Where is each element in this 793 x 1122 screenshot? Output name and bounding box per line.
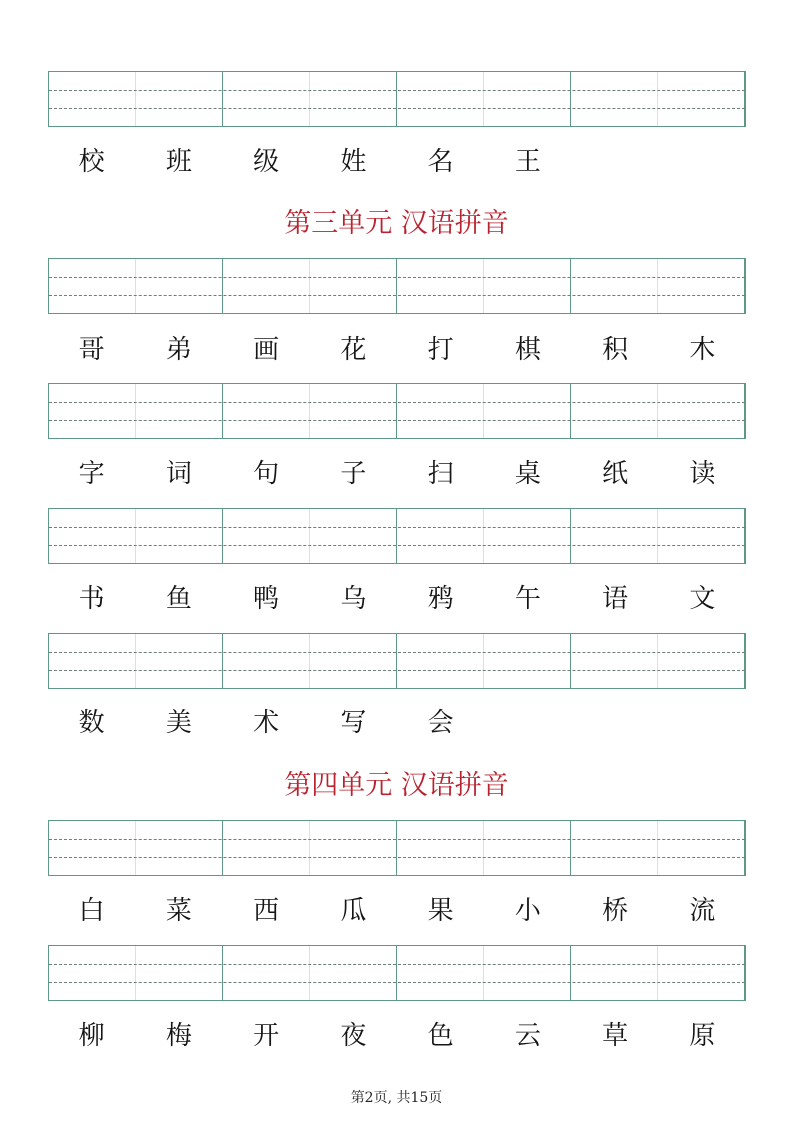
pinyin-cell[interactable] (136, 634, 223, 688)
hanzi-character: 姓 (340, 147, 367, 177)
pinyin-cell[interactable] (484, 259, 571, 313)
hanzi-character: 小 (514, 896, 541, 926)
pinyin-cell[interactable] (223, 634, 310, 688)
pinyin-cell[interactable] (310, 72, 397, 126)
pinyin-cell[interactable] (136, 821, 223, 875)
character-row (48, 1016, 746, 1056)
guide-line (49, 839, 745, 840)
pinyin-cell[interactable] (223, 946, 310, 1000)
hanzi-character: 文 (689, 584, 716, 614)
pinyin-cell[interactable] (397, 821, 484, 875)
pinyin-cell[interactable] (658, 821, 745, 875)
hanzi-character: 柳 (78, 1021, 105, 1051)
pinyin-cell[interactable] (397, 259, 484, 313)
guide-line (49, 982, 745, 983)
character-row (48, 703, 746, 743)
pinyin-cell[interactable] (49, 634, 136, 688)
pinyin-cell[interactable] (571, 384, 658, 438)
guide-line (49, 964, 745, 965)
hanzi-character: 梅 (165, 1021, 192, 1051)
hanzi-character: 鱼 (165, 584, 192, 614)
hanzi-character: 打 (427, 335, 454, 365)
pinyin-writing-grid[interactable] (48, 258, 746, 314)
pinyin-cell[interactable] (136, 946, 223, 1000)
pinyin-writing-grid[interactable] (48, 820, 746, 876)
guide-line (49, 652, 745, 653)
hanzi-character: 云 (514, 1021, 541, 1051)
pinyin-cell[interactable] (310, 384, 397, 438)
hanzi-character: 班 (165, 147, 192, 177)
pinyin-cell[interactable] (658, 259, 745, 313)
pinyin-cell[interactable] (310, 259, 397, 313)
pinyin-cell[interactable] (571, 72, 658, 126)
page-footer: 第2页, 共15页 (350, 1090, 443, 1106)
hanzi-character: 鸭 (253, 584, 280, 614)
pinyin-cell[interactable] (397, 634, 484, 688)
hanzi-character: 子 (340, 459, 367, 489)
hanzi-character: 开 (253, 1021, 280, 1051)
pinyin-cell[interactable] (658, 509, 745, 563)
pinyin-cell[interactable] (49, 509, 136, 563)
pinyin-writing-grid[interactable] (48, 945, 746, 1001)
guide-line (49, 295, 745, 296)
pinyin-cell[interactable] (658, 72, 745, 126)
guide-line (49, 277, 745, 278)
pinyin-cell[interactable] (223, 384, 310, 438)
guide-line (49, 545, 745, 546)
guide-line (49, 420, 745, 421)
hanzi-character: 数 (78, 708, 105, 738)
hanzi-character: 会 (427, 708, 454, 738)
pinyin-cell[interactable] (484, 384, 571, 438)
hanzi-character (484, 703, 571, 743)
pinyin-cell[interactable] (571, 821, 658, 875)
pinyin-cell[interactable] (658, 634, 745, 688)
character-row (48, 579, 746, 619)
pinyin-cell[interactable] (310, 634, 397, 688)
pinyin-cell[interactable] (397, 509, 484, 563)
hanzi-character: 积 (602, 335, 629, 365)
hanzi-character: 美 (165, 708, 192, 738)
hanzi-character: 花 (340, 335, 367, 365)
pinyin-cell[interactable] (571, 259, 658, 313)
hanzi-character: 果 (427, 896, 454, 926)
pinyin-writing-grid[interactable] (48, 633, 746, 689)
guide-line (49, 527, 745, 528)
hanzi-character: 词 (165, 459, 192, 489)
character-row (48, 330, 746, 370)
hanzi-character: 原 (689, 1021, 716, 1051)
hanzi-character: 纸 (602, 459, 629, 489)
hanzi-character (659, 142, 746, 182)
hanzi-character: 夜 (340, 1021, 367, 1051)
hanzi-character: 草 (602, 1021, 629, 1051)
character-row (48, 454, 746, 494)
hanzi-character: 桥 (602, 896, 629, 926)
pinyin-cell[interactable] (571, 634, 658, 688)
character-row (48, 891, 746, 931)
hanzi-character: 棋 (514, 335, 541, 365)
pinyin-cell[interactable] (136, 384, 223, 438)
pinyin-cell[interactable] (310, 821, 397, 875)
pinyin-cell[interactable] (484, 509, 571, 563)
hanzi-character: 书 (78, 584, 105, 614)
hanzi-character: 画 (253, 335, 280, 365)
hanzi-character: 王 (514, 147, 541, 177)
hanzi-character: 级 (253, 147, 280, 177)
pinyin-cell[interactable] (484, 946, 571, 1000)
hanzi-character: 菜 (165, 896, 192, 926)
pinyin-writing-grid[interactable] (48, 383, 746, 439)
hanzi-character: 句 (253, 459, 280, 489)
hanzi-character (572, 703, 659, 743)
pinyin-writing-grid[interactable] (48, 71, 746, 127)
pinyin-cell[interactable] (136, 509, 223, 563)
hanzi-character: 扫 (427, 459, 454, 489)
hanzi-character (659, 703, 746, 743)
hanzi-character: 西 (253, 896, 280, 926)
guide-line (49, 108, 745, 109)
pinyin-cell[interactable] (49, 384, 136, 438)
hanzi-character: 写 (340, 708, 367, 738)
guide-line (49, 402, 745, 403)
hanzi-character (572, 142, 659, 182)
pinyin-cell[interactable] (397, 384, 484, 438)
hanzi-character: 术 (253, 708, 280, 738)
hanzi-character: 瓜 (340, 896, 367, 926)
hanzi-character: 字 (78, 459, 105, 489)
unit-title: 第三单元 汉语拼音 (284, 208, 509, 239)
pinyin-cell[interactable] (397, 946, 484, 1000)
hanzi-character: 校 (78, 147, 105, 177)
hanzi-character: 鸦 (427, 584, 454, 614)
hanzi-character: 白 (78, 896, 105, 926)
pinyin-cell[interactable] (571, 946, 658, 1000)
pinyin-cell[interactable] (310, 509, 397, 563)
hanzi-character: 午 (514, 584, 541, 614)
pinyin-cell[interactable] (49, 72, 136, 126)
pinyin-cell[interactable] (310, 946, 397, 1000)
pinyin-cell[interactable] (223, 821, 310, 875)
pinyin-cell[interactable] (136, 259, 223, 313)
pinyin-cell[interactable] (136, 72, 223, 126)
pinyin-cell[interactable] (49, 946, 136, 1000)
hanzi-character: 桌 (514, 459, 541, 489)
hanzi-character: 流 (689, 896, 716, 926)
hanzi-character: 名 (427, 147, 454, 177)
guide-line (49, 857, 745, 858)
hanzi-character: 读 (689, 459, 716, 489)
pinyin-cell[interactable] (571, 509, 658, 563)
hanzi-character: 语 (602, 584, 629, 614)
pinyin-cell[interactable] (223, 72, 310, 126)
pinyin-cell[interactable] (223, 509, 310, 563)
hanzi-character: 乌 (340, 584, 367, 614)
pinyin-cell[interactable] (658, 946, 745, 1000)
guide-line (49, 670, 745, 671)
hanzi-character: 色 (427, 1021, 454, 1051)
pinyin-cell[interactable] (484, 821, 571, 875)
pinyin-cell[interactable] (49, 259, 136, 313)
character-row (48, 142, 746, 182)
guide-line (49, 90, 745, 91)
pinyin-cell[interactable] (658, 384, 745, 438)
hanzi-character: 木 (689, 335, 716, 365)
pinyin-cell[interactable] (223, 259, 310, 313)
pinyin-writing-grid[interactable] (48, 508, 746, 564)
pinyin-cell[interactable] (484, 72, 571, 126)
unit-title: 第四单元 汉语拼音 (284, 770, 509, 801)
pinyin-cell[interactable] (397, 72, 484, 126)
pinyin-cell[interactable] (484, 634, 571, 688)
pinyin-cell[interactable] (49, 821, 136, 875)
hanzi-character: 哥 (78, 335, 105, 365)
hanzi-character: 弟 (165, 335, 192, 365)
